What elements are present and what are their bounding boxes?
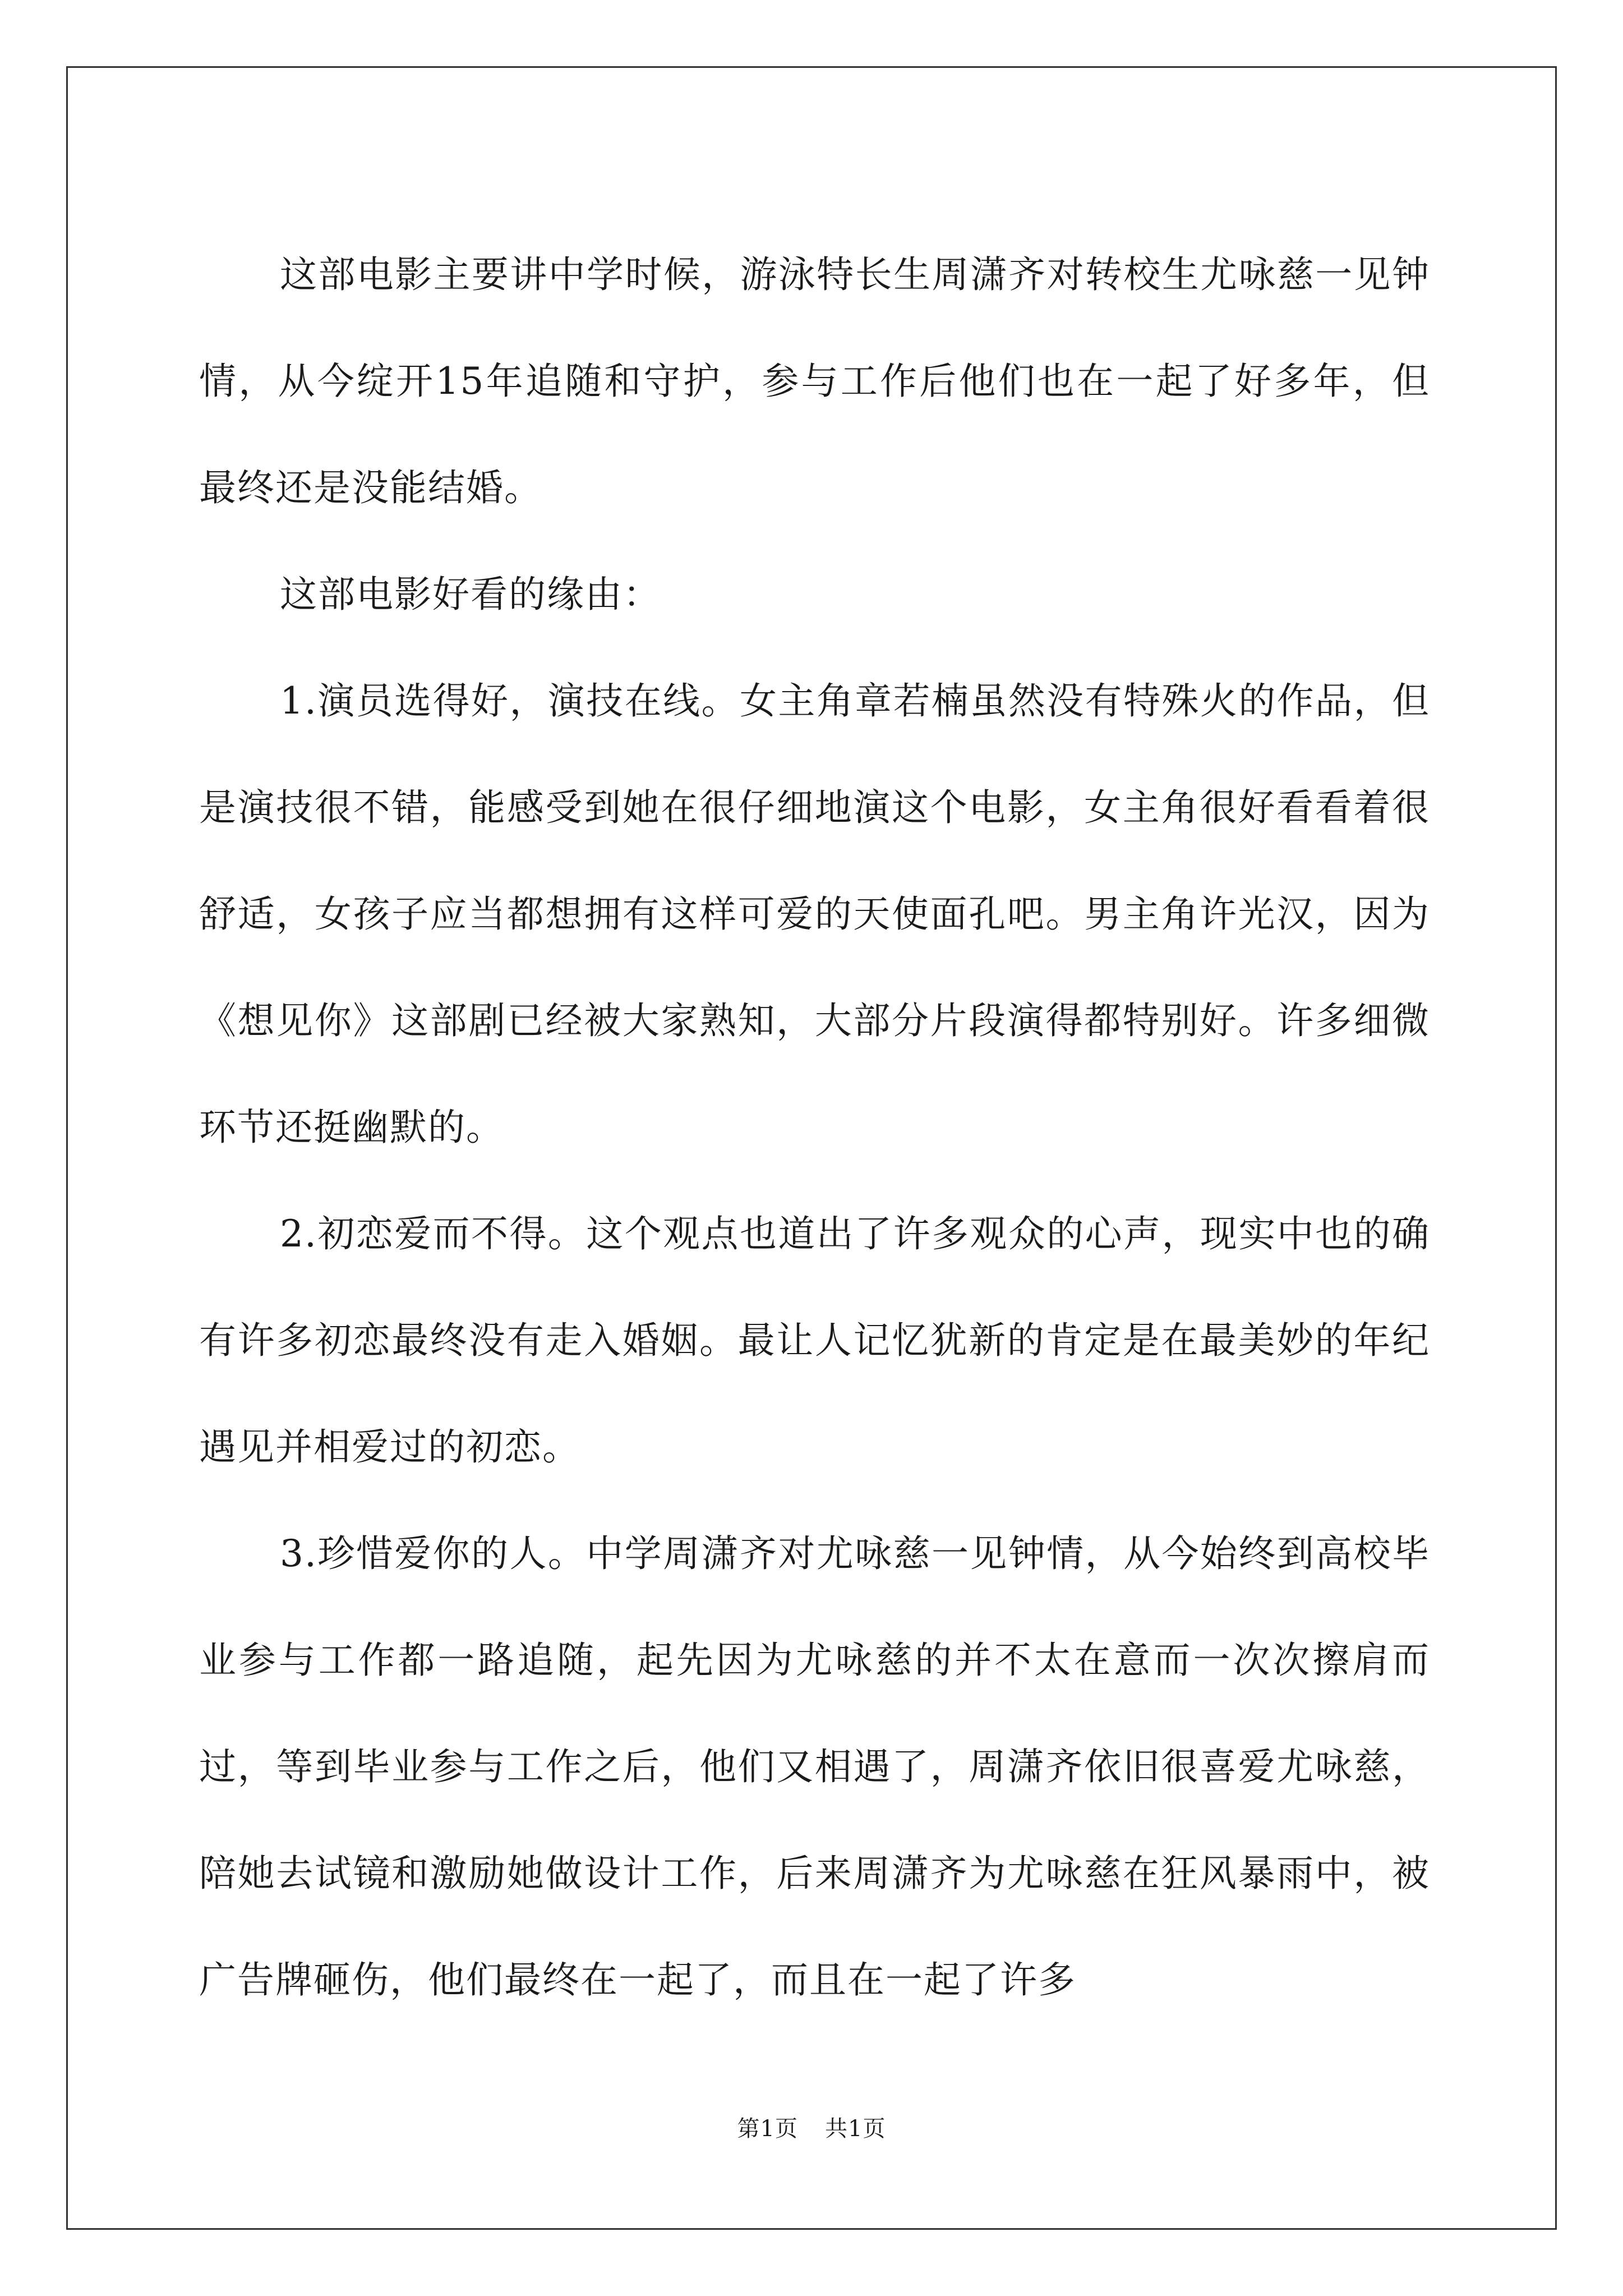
- paragraph-reasons-heading: 这部电影好看的缘由：: [280, 573, 661, 616]
- paragraph-reason-1: 1.演员选得好，演技在线。女主角章若楠虽然没有特殊火的作品，但是演技很不错，能感受到她在很仔细地演这个电影，女主角很好看看着很舒适，女孩子应当都想拥有这样可爱的天使面孔吧。男主角许光汉，因为《想见你》这部剧已经被大家熟知，大部分片段演得都特别好。许多细微环节还挺幽默的。: [199, 679, 1430, 1149]
- page-number: 第1页: [737, 2116, 798, 2142]
- document-body: [199, 222, 1430, 2033]
- paragraph-reason-2: 2.初恋爱而不得。这个观点也道出了许多观众的心声，现实中也的确有许多初恋最终没有走入婚姻。最让人记忆犹新的肯定是在最美妙的年纪遇见并相爱过的初恋。: [199, 1212, 1430, 1469]
- page-footer: [0, 2115, 1623, 2143]
- paragraph-intro: 这部电影主要讲中学时候，游泳特长生周潇齐对转校生尤咏慈一见钟情，从今绽开15年追随和守护，参与工作后他们也在一起了好多年，但最终还是没能结婚。: [199, 253, 1430, 509]
- page-total: 共1页: [825, 2116, 886, 2142]
- paragraph-reason-3: 3.珍惜爱你的人。中学周潇齐对尤咏慈一见钟情，从今始终到高校毕业参与工作都一路追随，起先因为尤咏慈的并不太在意而一次次擦肩而过，等到毕业参与工作之后，他们又相遇了，周潇齐依旧很喜爱尤咏慈，陪她去试镜和激励她做设计工作，后来周潇齐为尤咏慈在狂风暴雨中，被广告牌砸伤，他们最终在一起了，而且在一起了许多: [199, 1532, 1430, 2001]
